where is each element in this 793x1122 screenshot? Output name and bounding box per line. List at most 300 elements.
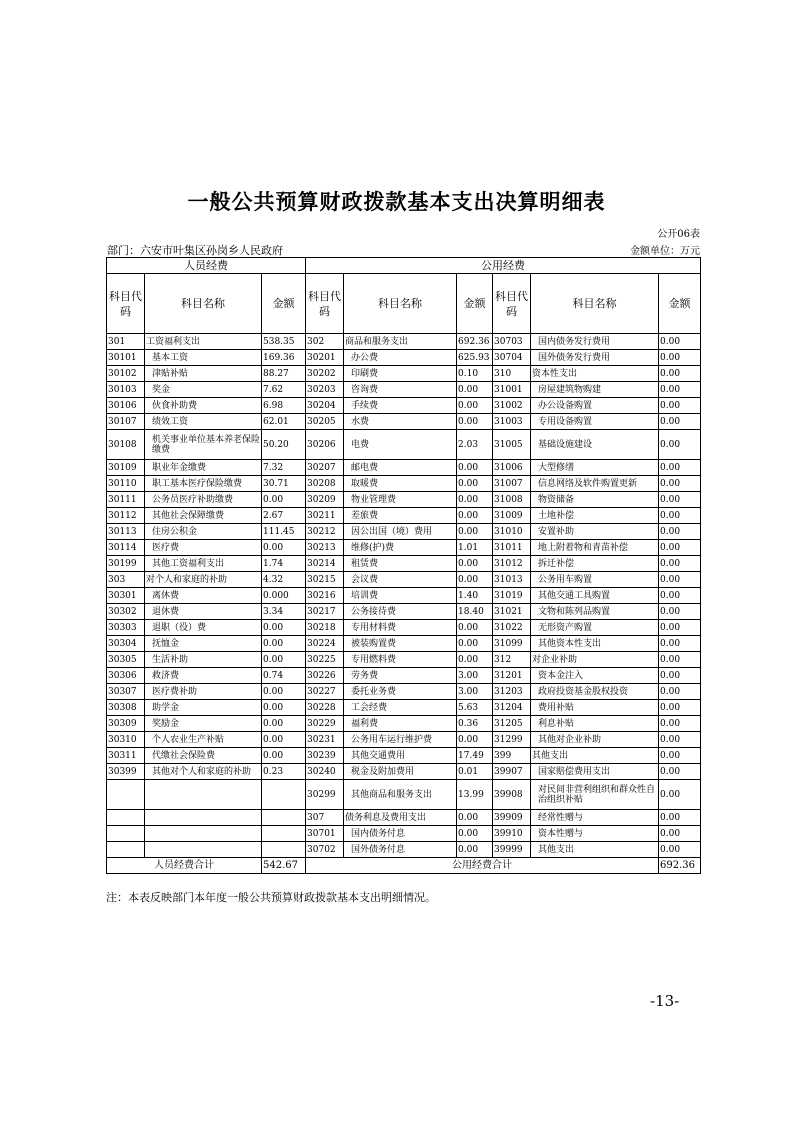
item-code: 30303	[107, 620, 145, 636]
item-code: 30306	[107, 668, 145, 684]
item-amount: 692.36	[457, 334, 493, 350]
item-code: 39907	[493, 764, 531, 780]
table-row	[107, 492, 701, 508]
item-code: 31201	[493, 668, 531, 684]
item-name: 地上附着物和青苗补偿	[531, 540, 659, 556]
item-name: 基础设施建设	[531, 430, 659, 460]
item-name: 国内债务发行费用	[531, 334, 659, 350]
item-name: 拆迁补偿	[531, 556, 659, 572]
item-amount: 2.03	[457, 430, 493, 460]
item-name: 办公费	[344, 350, 457, 366]
item-code: 307	[306, 810, 344, 826]
item-name: 公务接待费	[344, 604, 457, 620]
expenditure-table	[106, 257, 701, 874]
item-code: 31299	[493, 732, 531, 748]
table-row	[107, 414, 701, 430]
item-name: 福利费	[344, 716, 457, 732]
item-amount: 3.34	[262, 604, 306, 620]
table-row	[107, 556, 701, 572]
col-header-amount: 金额	[262, 274, 306, 334]
item-code: 31007	[493, 476, 531, 492]
item-code: 30113	[107, 524, 145, 540]
item-name: 因公出国（境）费用	[344, 524, 457, 540]
item-code: 39908	[493, 780, 531, 810]
item-amount: 0.00	[457, 810, 493, 826]
item-amount: 0.01	[457, 764, 493, 780]
item-amount: 0.00	[457, 508, 493, 524]
item-name: 其他社会保障缴费	[145, 508, 262, 524]
item-name: 物业管理费	[344, 492, 457, 508]
item-code: 30201	[306, 350, 344, 366]
item-amount: 0.00	[659, 604, 701, 620]
item-amount: 0.00	[262, 700, 306, 716]
item-code: 39910	[493, 826, 531, 842]
item-code: 31019	[493, 588, 531, 604]
item-amount: 0.00	[262, 732, 306, 748]
item-amount: 5.63	[457, 700, 493, 716]
item-name: 其他对企业补助	[531, 732, 659, 748]
item-code: 30304	[107, 636, 145, 652]
item-amount	[262, 842, 306, 858]
item-name: 其他对个人和家庭的补助	[145, 764, 262, 780]
public-total-label: 公用经费合计	[306, 858, 659, 874]
item-name: 其他交通费用	[344, 748, 457, 764]
table-row	[107, 842, 701, 858]
table-row	[107, 366, 701, 382]
table-row	[107, 668, 701, 684]
item-code: 30106	[107, 398, 145, 414]
item-amount: 0.00	[262, 540, 306, 556]
item-code: 30208	[306, 476, 344, 492]
item-name: 对企业补助	[531, 652, 659, 668]
item-amount: 0.00	[659, 620, 701, 636]
item-amount: 0.00	[659, 780, 701, 810]
item-amount: 0.00	[457, 842, 493, 858]
item-code	[107, 826, 145, 842]
item-code: 30101	[107, 350, 145, 366]
item-code: 31013	[493, 572, 531, 588]
table-row	[107, 826, 701, 842]
item-name: 差旅费	[344, 508, 457, 524]
item-amount: 0.00	[659, 588, 701, 604]
personnel-header: 人员经费	[107, 258, 306, 274]
item-name: 政府投资基金股权投资	[531, 684, 659, 700]
item-code: 30202	[306, 366, 344, 382]
item-code: 301	[107, 334, 145, 350]
item-code: 31099	[493, 636, 531, 652]
item-name: 资本性支出	[531, 366, 659, 382]
table-row	[107, 508, 701, 524]
item-name: 个人农业生产补贴	[145, 732, 262, 748]
item-name: 利息补贴	[531, 716, 659, 732]
item-code: 31011	[493, 540, 531, 556]
item-code: 30226	[306, 668, 344, 684]
item-amount: 0.00	[457, 826, 493, 842]
table-row	[107, 476, 701, 492]
item-amount: 0.00	[659, 700, 701, 716]
item-code: 31003	[493, 414, 531, 430]
item-code: 31021	[493, 604, 531, 620]
item-amount: 7.62	[262, 382, 306, 398]
item-amount	[262, 826, 306, 842]
item-code: 30206	[306, 430, 344, 460]
item-code: 31005	[493, 430, 531, 460]
item-amount: 0.00	[457, 476, 493, 492]
item-amount: 0.00	[457, 398, 493, 414]
table-row	[107, 636, 701, 652]
item-code: 30212	[306, 524, 344, 540]
item-code: 30213	[306, 540, 344, 556]
item-code: 302	[306, 334, 344, 350]
item-code: 30305	[107, 652, 145, 668]
item-code: 30301	[107, 588, 145, 604]
page-number: -13-	[650, 992, 680, 1010]
item-amount: 0.00	[659, 748, 701, 764]
item-amount: 0.00	[659, 398, 701, 414]
item-name: 生活补助	[145, 652, 262, 668]
item-amount: 0.00	[262, 636, 306, 652]
item-name: 租赁费	[344, 556, 457, 572]
item-amount	[262, 780, 306, 810]
item-amount: 1.74	[262, 556, 306, 572]
item-amount: 0.00	[659, 382, 701, 398]
table-row	[107, 764, 701, 780]
item-name: 咨询费	[344, 382, 457, 398]
item-name: 专用材料费	[344, 620, 457, 636]
item-amount: 0.23	[262, 764, 306, 780]
item-name: 奖金	[145, 382, 262, 398]
table-row	[107, 810, 701, 826]
item-amount: 0.00	[659, 476, 701, 492]
table-row	[107, 334, 701, 350]
public-header: 公用经费	[306, 258, 701, 274]
item-name: 取暖费	[344, 476, 457, 492]
item-name: 专用设备购置	[531, 414, 659, 430]
item-name: 资本性赠与	[531, 826, 659, 842]
item-amount: 0.36	[457, 716, 493, 732]
item-name: 信息网络及软件购置更新	[531, 476, 659, 492]
item-amount: 0.00	[659, 414, 701, 430]
item-name: 对民间非营利组织和群众性自治组织补贴	[531, 780, 659, 810]
item-name: 专用燃料费	[344, 652, 457, 668]
item-name: 对个人和家庭的补助	[145, 572, 262, 588]
item-code: 39909	[493, 810, 531, 826]
item-code: 312	[493, 652, 531, 668]
item-code: 30703	[493, 334, 531, 350]
item-name: 国外债务付息	[344, 842, 457, 858]
item-amount: 18.40	[457, 604, 493, 620]
item-amount: 0.00	[659, 810, 701, 826]
item-name: 会议费	[344, 572, 457, 588]
item-code: 30310	[107, 732, 145, 748]
item-name: 房屋建筑物购建	[531, 382, 659, 398]
item-amount: 17.49	[457, 748, 493, 764]
item-name: 基本工资	[145, 350, 262, 366]
item-code: 30302	[107, 604, 145, 620]
item-code: 30311	[107, 748, 145, 764]
item-code: 30227	[306, 684, 344, 700]
item-amount: 0.00	[457, 524, 493, 540]
item-name: 电费	[344, 430, 457, 460]
table-row	[107, 398, 701, 414]
item-name: 安置补助	[531, 524, 659, 540]
item-amount: 0.00	[659, 668, 701, 684]
item-name: 机关事业单位基本养老保险缴费	[145, 430, 262, 460]
item-amount: 30.71	[262, 476, 306, 492]
item-code: 31010	[493, 524, 531, 540]
item-amount: 0.74	[262, 668, 306, 684]
item-amount: 0.00	[659, 524, 701, 540]
item-amount: 0.00	[659, 636, 701, 652]
col-header-code: 科目代码	[493, 274, 531, 334]
item-name: 印刷费	[344, 366, 457, 382]
item-name: 救济费	[145, 668, 262, 684]
item-name: 其他支出	[531, 842, 659, 858]
item-name: 费用补贴	[531, 700, 659, 716]
item-amount: 0.00	[262, 620, 306, 636]
item-code: 31022	[493, 620, 531, 636]
item-code: 310	[493, 366, 531, 382]
col-header-code: 科目代码	[306, 274, 344, 334]
item-amount: 538.35	[262, 334, 306, 350]
item-code: 31002	[493, 398, 531, 414]
table-row	[107, 430, 701, 460]
item-name: 国外债务发行费用	[531, 350, 659, 366]
totals-row	[107, 858, 701, 874]
item-name: 维修(护)费	[344, 540, 457, 556]
item-code: 30215	[306, 572, 344, 588]
item-code: 30225	[306, 652, 344, 668]
item-code: 30239	[306, 748, 344, 764]
item-name: 津贴补贴	[145, 366, 262, 382]
item-code: 30224	[306, 636, 344, 652]
item-name: 绩效工资	[145, 414, 262, 430]
footnote: 注：本表反映部门本年度一般公共预算财政拨款基本支出明细情况。	[106, 891, 436, 904]
item-amount: 0.00	[659, 366, 701, 382]
item-code: 30399	[107, 764, 145, 780]
col-header-name: 科目名称	[145, 274, 262, 334]
item-code: 31204	[493, 700, 531, 716]
item-amount: 0.00	[659, 460, 701, 476]
item-code: 39999	[493, 842, 531, 858]
item-code: 30299	[306, 780, 344, 810]
table-row	[107, 588, 701, 604]
item-name: 退休费	[145, 604, 262, 620]
item-code: 30228	[306, 700, 344, 716]
item-code: 30112	[107, 508, 145, 524]
item-name: 物资储备	[531, 492, 659, 508]
item-amount: 1.01	[457, 540, 493, 556]
item-name: 职业年金缴费	[145, 460, 262, 476]
item-amount: 6.98	[262, 398, 306, 414]
item-code: 30308	[107, 700, 145, 716]
item-amount: 625.93	[457, 350, 493, 366]
item-code: 30217	[306, 604, 344, 620]
item-amount: 0.00	[457, 382, 493, 398]
item-amount: 0.00	[457, 556, 493, 572]
item-code	[107, 842, 145, 858]
item-name: 办公设备购置	[531, 398, 659, 414]
item-code	[107, 810, 145, 826]
item-name: 公务员医疗补助缴费	[145, 492, 262, 508]
item-amount: 1.40	[457, 588, 493, 604]
item-name: 工资福利支出	[145, 334, 262, 350]
item-amount: 0.00	[659, 826, 701, 842]
item-name	[145, 826, 262, 842]
item-name: 税金及附加费用	[344, 764, 457, 780]
item-name: 其他交通工具购置	[531, 588, 659, 604]
item-amount: 0.00	[659, 732, 701, 748]
item-amount: 0.00	[262, 748, 306, 764]
item-code: 30199	[107, 556, 145, 572]
item-code: 30102	[107, 366, 145, 382]
item-name: 国内债务付息	[344, 826, 457, 842]
item-code: 30209	[306, 492, 344, 508]
item-amount: 0.00	[457, 414, 493, 430]
item-amount: 111.45	[262, 524, 306, 540]
item-name: 土地补偿	[531, 508, 659, 524]
item-amount: 62.01	[262, 414, 306, 430]
table-row	[107, 748, 701, 764]
item-amount: 0.00	[457, 620, 493, 636]
item-amount: 0.00	[659, 556, 701, 572]
form-number: 公开06表	[657, 229, 700, 240]
item-code: 30309	[107, 716, 145, 732]
item-code: 30111	[107, 492, 145, 508]
unit-label: 金额单位：万元	[630, 246, 700, 257]
item-name	[145, 780, 262, 810]
item-code: 30107	[107, 414, 145, 430]
item-amount: 0.00	[457, 572, 493, 588]
item-amount: 13.99	[457, 780, 493, 810]
item-amount: 0.00	[659, 652, 701, 668]
item-name: 文物和陈列品购置	[531, 604, 659, 620]
table-row	[107, 700, 701, 716]
item-amount: 0.00	[457, 492, 493, 508]
item-name: 邮电费	[344, 460, 457, 476]
item-amount: 3.00	[457, 668, 493, 684]
item-code: 30207	[306, 460, 344, 476]
item-name: 培训费	[344, 588, 457, 604]
table-row	[107, 716, 701, 732]
item-amount: 0.00	[659, 430, 701, 460]
item-amount: 0.10	[457, 366, 493, 382]
item-amount: 0.00	[457, 460, 493, 476]
item-amount: 0.00	[659, 540, 701, 556]
item-name: 无形资产购置	[531, 620, 659, 636]
item-amount: 0.00	[659, 716, 701, 732]
item-amount: 0.00	[659, 492, 701, 508]
personnel-total-label: 人员经费合计	[107, 858, 262, 874]
item-name: 其他资本性支出	[531, 636, 659, 652]
table-row	[107, 652, 701, 668]
item-name: 抚恤金	[145, 636, 262, 652]
item-code: 31205	[493, 716, 531, 732]
item-amount: 0.00	[457, 636, 493, 652]
item-code: 31001	[493, 382, 531, 398]
item-code: 31203	[493, 684, 531, 700]
item-code: 30110	[107, 476, 145, 492]
item-name: 助学金	[145, 700, 262, 716]
item-code: 30203	[306, 382, 344, 398]
personnel-total-value: 542.67	[262, 858, 306, 874]
item-name: 住房公积金	[145, 524, 262, 540]
item-name: 公务用车运行维护费	[344, 732, 457, 748]
item-name: 水费	[344, 414, 457, 430]
item-name: 其他工资福利支出	[145, 556, 262, 572]
item-amount	[262, 810, 306, 826]
item-amount: 4.32	[262, 572, 306, 588]
item-amount: 0.00	[262, 492, 306, 508]
item-name: 国家赔偿费用支出	[531, 764, 659, 780]
table-row	[107, 780, 701, 810]
item-name: 伙食补助费	[145, 398, 262, 414]
item-code: 30701	[306, 826, 344, 842]
table-row	[107, 460, 701, 476]
item-code: 30214	[306, 556, 344, 572]
item-name	[145, 810, 262, 826]
table-row	[107, 732, 701, 748]
item-code: 30109	[107, 460, 145, 476]
item-name: 劳务费	[344, 668, 457, 684]
item-amount: 0.00	[659, 684, 701, 700]
item-code: 30114	[107, 540, 145, 556]
item-amount: 0.00	[457, 732, 493, 748]
item-amount: 3.00	[457, 684, 493, 700]
item-amount: 169.36	[262, 350, 306, 366]
table-row	[107, 350, 701, 366]
table-row	[107, 572, 701, 588]
item-code: 30240	[306, 764, 344, 780]
item-amount: 0.000	[262, 588, 306, 604]
page-title: 一般公共预算财政拨款基本支出决算明细表	[187, 189, 606, 214]
item-name: 离休费	[145, 588, 262, 604]
item-name: 债务利息及费用支出	[344, 810, 457, 826]
item-name: 被装购置费	[344, 636, 457, 652]
item-name	[145, 842, 262, 858]
item-code: 30204	[306, 398, 344, 414]
col-header-name: 科目名称	[344, 274, 457, 334]
item-amount: 0.00	[659, 350, 701, 366]
table-row	[107, 684, 701, 700]
table-row	[107, 620, 701, 636]
item-name: 公务用车购置	[531, 572, 659, 588]
item-code: 30108	[107, 430, 145, 460]
item-code: 31009	[493, 508, 531, 524]
item-amount: 0.00	[659, 842, 701, 858]
item-name: 手续费	[344, 398, 457, 414]
public-total-value: 692.36	[659, 858, 701, 874]
item-amount: 0.00	[262, 684, 306, 700]
item-name: 经常性赠与	[531, 810, 659, 826]
item-name: 奖励金	[145, 716, 262, 732]
item-name: 工会经费	[344, 700, 457, 716]
item-name: 医疗费	[145, 540, 262, 556]
item-code: 30216	[306, 588, 344, 604]
item-name: 其他商品和服务支出	[344, 780, 457, 810]
item-code: 31006	[493, 460, 531, 476]
item-amount: 0.00	[659, 508, 701, 524]
table-row	[107, 382, 701, 398]
item-amount: 88.27	[262, 366, 306, 382]
item-code: 30307	[107, 684, 145, 700]
item-code: 399	[493, 748, 531, 764]
item-name: 商品和服务支出	[344, 334, 457, 350]
item-code: 30231	[306, 732, 344, 748]
item-name: 职工基本医疗保险缴费	[145, 476, 262, 492]
table-row	[107, 604, 701, 620]
item-code: 31008	[493, 492, 531, 508]
